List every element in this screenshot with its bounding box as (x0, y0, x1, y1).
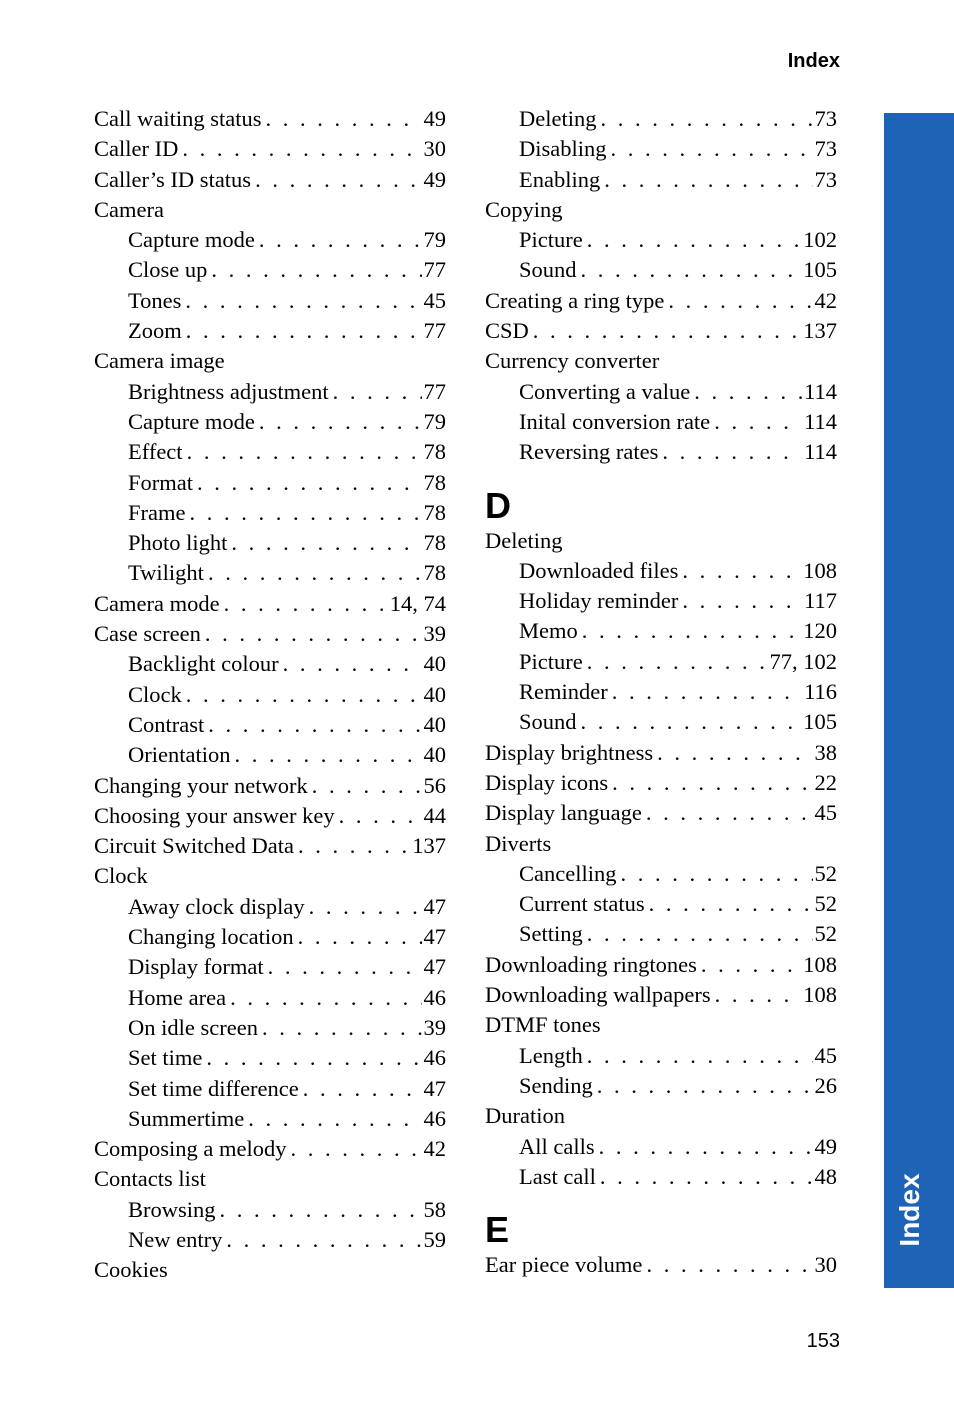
index-entry (485, 829, 837, 859)
index-subentry (94, 649, 446, 679)
entry-term: Memo (519, 618, 578, 644)
entry-term: CSD (485, 318, 529, 344)
entry-term: Orientation (128, 742, 231, 768)
entry-term: Capture mode (128, 227, 255, 253)
entry-term: Camera mode (94, 590, 220, 616)
dot-leader (255, 407, 422, 437)
entry-term: Caller’s ID status (94, 166, 252, 192)
dot-leader (600, 165, 812, 195)
entry-page-ref: 44 (423, 802, 446, 828)
dot-leader (185, 498, 421, 528)
section-letter-heading: E (485, 1209, 510, 1251)
entry-term: Cancelling (519, 860, 617, 886)
dot-leader (616, 859, 812, 889)
entry-term: Downloading wallpapers (485, 982, 711, 1008)
dot-leader (182, 316, 422, 346)
entry-page-ref: 78 (423, 530, 446, 556)
index-subentry (94, 922, 446, 952)
index-entry (94, 831, 446, 861)
entry-page-ref: 40 (423, 681, 446, 707)
entry-page-ref: 78 (423, 499, 446, 525)
entry-term: Close up (128, 257, 208, 283)
entry-term: Currency converter (485, 348, 660, 374)
index-entry (94, 195, 446, 225)
entry-term: Choosing your answer key (94, 802, 335, 828)
index-subentry (94, 1043, 446, 1073)
entry-term: Reversing rates (519, 439, 659, 465)
index-subentry (94, 377, 446, 407)
index-subentry (94, 952, 446, 982)
page-number: 153 (806, 1330, 840, 1352)
entry-term: Inital conversion rate (519, 408, 711, 434)
entry-page-ref: 42 (814, 287, 837, 313)
index-subentry (94, 680, 446, 710)
dot-leader (642, 1250, 812, 1280)
entry-page-ref: 47 (423, 924, 446, 950)
dot-leader (678, 556, 801, 586)
entry-page-ref: 38 (814, 739, 837, 765)
dot-leader (697, 950, 801, 980)
entry-term: Display format (128, 954, 264, 980)
dot-leader (207, 255, 421, 285)
entry-page-ref: 49 (814, 1133, 837, 1159)
index-subentry (94, 740, 446, 770)
entry-term: Downloaded files (519, 557, 679, 583)
dot-leader (202, 1043, 421, 1073)
index-entry (485, 526, 837, 556)
index-subentry (94, 983, 446, 1013)
dot-leader (577, 255, 802, 285)
entry-page-ref: 47 (423, 893, 446, 919)
dot-leader (305, 892, 422, 922)
entry-page-ref: 14, 74 (389, 590, 446, 616)
entry-page-ref: 73 (814, 166, 837, 192)
dot-leader (299, 1074, 422, 1104)
entry-term: Holiday reminder (519, 588, 679, 614)
dot-leader (607, 134, 813, 164)
entry-term: Brightness adjustment (128, 378, 329, 404)
entry-term: Summertime (128, 1105, 245, 1131)
index-entry (485, 346, 837, 376)
dot-leader (329, 377, 422, 407)
entry-term: All calls (519, 1133, 595, 1159)
entry-page-ref: 59 (423, 1226, 446, 1252)
index-entry (94, 1164, 446, 1194)
entry-page-ref: 78 (423, 469, 446, 495)
dot-leader (583, 919, 813, 949)
index-entry (94, 801, 446, 831)
index-subentry (485, 225, 837, 255)
entry-term: Contrast (128, 711, 205, 737)
index-entry (485, 738, 837, 768)
entry-term: Display icons (485, 769, 609, 795)
entry-page-ref: 102 (803, 227, 837, 253)
entry-page-ref: 39 (423, 621, 446, 647)
entry-term: Backlight colour (128, 651, 279, 677)
entry-term: Display brightness (485, 739, 654, 765)
index-subentry (94, 1225, 446, 1255)
entry-term: Converting a value (519, 378, 691, 404)
dot-leader (595, 1132, 813, 1162)
index-entry (94, 861, 446, 891)
index-entry (485, 286, 837, 316)
dot-leader (182, 680, 422, 710)
entry-page-ref: 49 (423, 166, 446, 192)
index-entry (94, 1134, 446, 1164)
entry-term: Ear piece volume (485, 1252, 643, 1278)
dot-leader (335, 801, 422, 831)
entry-page-ref: 137 (803, 318, 837, 344)
dot-leader (222, 1225, 421, 1255)
index-subentry (94, 558, 446, 588)
dot-leader (262, 104, 422, 134)
entry-page-ref: 56 (423, 772, 446, 798)
dot-leader (690, 377, 802, 407)
index-entry (94, 165, 446, 195)
entry-page-ref: 30 (423, 136, 446, 162)
entry-term: Duration (485, 1103, 565, 1129)
section-letter-heading: D (485, 484, 511, 526)
index-subentry (485, 1071, 837, 1101)
entry-page-ref: 77 (423, 257, 446, 283)
index-subentry (94, 255, 446, 285)
entry-term: Picture (519, 227, 583, 253)
entry-page-ref: 47 (423, 954, 446, 980)
entry-page-ref: 114 (804, 378, 837, 404)
entry-term: Browsing (128, 1196, 216, 1222)
dot-leader (596, 104, 812, 134)
entry-term: Capture mode (128, 408, 255, 434)
dot-leader (664, 286, 812, 316)
index-subentry (485, 104, 837, 134)
entry-term: Photo light (128, 530, 228, 556)
entry-term: Case screen (94, 621, 201, 647)
dot-leader (583, 647, 768, 677)
index-entry (94, 771, 446, 801)
entry-page-ref: 73 (814, 136, 837, 162)
entry-page-ref: 77, 102 (769, 648, 837, 674)
entry-term: Changing location (128, 924, 294, 950)
entry-page-ref: 78 (423, 439, 446, 465)
entry-page-ref: 105 (803, 709, 837, 735)
index-entry (485, 1101, 837, 1131)
dot-leader (251, 165, 421, 195)
entry-term: Sending (519, 1072, 593, 1098)
index-subentry (485, 1132, 837, 1162)
index-subentry (94, 468, 446, 498)
entry-page-ref: 52 (814, 891, 837, 917)
index-subentry (94, 710, 446, 740)
entry-page-ref: 120 (803, 618, 837, 644)
entry-page-ref: 40 (423, 651, 446, 677)
entry-page-ref: 40 (423, 711, 446, 737)
entry-term: Contacts list (94, 1166, 206, 1192)
entry-page-ref: 22 (814, 769, 837, 795)
index-entry (485, 768, 837, 798)
index-tab (884, 113, 954, 1288)
dot-leader (529, 316, 801, 346)
entry-term: Picture (519, 648, 583, 674)
entry-term: Camera image (94, 348, 225, 374)
dot-leader (642, 798, 813, 828)
entry-page-ref: 79 (423, 408, 446, 434)
entry-page-ref: 26 (814, 1072, 837, 1098)
entry-term: Clock (128, 681, 182, 707)
index-subentry (94, 1074, 446, 1104)
entry-page-ref: 52 (814, 860, 837, 886)
entry-term: Frame (128, 499, 186, 525)
dot-leader (596, 1162, 813, 1192)
dot-leader (227, 528, 421, 558)
entry-term: Sound (519, 257, 577, 283)
dot-leader (178, 134, 421, 164)
dot-leader (279, 649, 422, 679)
entry-page-ref: 40 (423, 742, 446, 768)
entry-page-ref: 73 (814, 106, 837, 131)
entry-term: Format (128, 469, 193, 495)
index-subentry (485, 586, 837, 616)
dot-leader (308, 771, 422, 801)
index-entry (485, 1010, 837, 1040)
entry-page-ref: 137 (412, 833, 446, 859)
entry-term: Diverts (485, 830, 552, 856)
index-subentry (485, 165, 837, 195)
entry-page-ref: 45 (423, 287, 446, 313)
index-subentry (485, 859, 837, 889)
entry-page-ref: 114 (804, 439, 837, 465)
entry-term: Last call (519, 1163, 596, 1189)
dot-leader (287, 1134, 422, 1164)
dot-leader (230, 740, 421, 770)
dot-leader (608, 677, 802, 707)
entry-term: Setting (519, 921, 583, 947)
dot-leader (244, 1104, 421, 1134)
entry-term: DTMF tones (485, 1012, 601, 1038)
index-subentry (485, 889, 837, 919)
dot-leader (204, 558, 422, 588)
index-subentry (485, 707, 837, 737)
index-entry (94, 346, 446, 376)
entry-term: Downloading ringtones (485, 951, 697, 977)
dot-leader (220, 589, 388, 619)
entry-term: Camera (94, 196, 164, 222)
dot-leader (593, 1071, 813, 1101)
entry-page-ref: 108 (803, 982, 837, 1008)
index-subentry (94, 892, 446, 922)
index-subentry (94, 1104, 446, 1134)
index-entry (94, 104, 446, 134)
index-entry (485, 798, 837, 828)
entry-term: Clock (94, 863, 148, 889)
entry-term: Display language (485, 800, 642, 826)
entry-term: Cookies (94, 1257, 168, 1283)
entry-page-ref: 77 (423, 378, 446, 404)
dot-leader (294, 922, 422, 952)
index-subentry (485, 919, 837, 949)
dot-leader (294, 831, 410, 861)
dot-leader (226, 983, 421, 1013)
entry-term: New entry (128, 1226, 223, 1252)
entry-term: Reminder (519, 679, 608, 705)
entry-term: Twilight (128, 560, 204, 586)
index-subentry (485, 134, 837, 164)
entry-term: Effect (128, 439, 183, 465)
entry-term: Away clock display (128, 893, 305, 919)
entry-page-ref: 45 (814, 800, 837, 826)
entry-page-ref: 108 (803, 951, 837, 977)
entry-term: Circuit Switched Data (94, 833, 294, 859)
entry-page-ref: 46 (423, 1045, 446, 1071)
index-subentry (94, 1013, 446, 1043)
dot-leader (653, 738, 812, 768)
index-subentry (94, 407, 446, 437)
entry-page-ref: 47 (423, 1075, 446, 1101)
dot-leader (711, 980, 802, 1010)
dot-leader (258, 1013, 422, 1043)
index-subentry (485, 377, 837, 407)
dot-leader (710, 407, 802, 437)
dot-leader (583, 1041, 813, 1071)
entry-term: Enabling (519, 166, 601, 192)
index-subentry (485, 556, 837, 586)
index-subentry (94, 316, 446, 346)
entry-page-ref: 46 (423, 1105, 446, 1131)
index-subentry (485, 407, 837, 437)
dot-leader (201, 619, 422, 649)
entry-page-ref: 117 (804, 588, 837, 614)
entry-term: Call waiting status (94, 106, 262, 131)
index-subentry (485, 437, 837, 467)
dot-leader (658, 437, 802, 467)
entry-term: Set time (128, 1045, 203, 1071)
entry-term: Current status (519, 891, 645, 917)
dot-leader (678, 586, 802, 616)
index-entry (485, 1250, 837, 1280)
index-subentry (94, 286, 446, 316)
entry-term: Tones (128, 287, 182, 313)
index-tab-label: Index (894, 1173, 925, 1247)
index-subentry (94, 437, 446, 467)
index-entry (94, 619, 446, 649)
entry-term: Set time difference (128, 1075, 299, 1101)
index-entry (485, 980, 837, 1010)
entry-term: Disabling (519, 136, 607, 162)
entry-term: Zoom (128, 318, 182, 344)
entry-page-ref: 42 (423, 1136, 446, 1162)
index-subentry (485, 616, 837, 646)
entry-term: Home area (128, 984, 227, 1010)
entry-term: On idle screen (128, 1014, 258, 1040)
entry-page-ref: 30 (814, 1252, 837, 1278)
dot-leader (193, 468, 422, 498)
entry-term: Length (519, 1042, 583, 1068)
entry-page-ref: 108 (803, 557, 837, 583)
entry-page-ref: 48 (814, 1163, 837, 1189)
index-column-left (94, 104, 446, 1286)
dot-leader (645, 889, 813, 919)
dot-leader (216, 1195, 422, 1225)
index-subentry (485, 1162, 837, 1192)
entry-term: Copying (485, 196, 563, 222)
entry-page-ref: 79 (423, 227, 446, 253)
entry-page-ref: 114 (804, 408, 837, 434)
dot-leader (577, 707, 802, 737)
dot-leader (181, 286, 421, 316)
running-header: Index (787, 50, 840, 72)
index-entry (94, 134, 446, 164)
index-entry (94, 1255, 446, 1285)
entry-page-ref: 77 (423, 318, 446, 344)
index-entry (485, 950, 837, 980)
index-subentry (94, 1195, 446, 1225)
index-subentry (485, 647, 837, 677)
index-column-right (485, 104, 837, 1280)
entry-page-ref: 105 (803, 257, 837, 283)
entry-term: Sound (519, 709, 577, 735)
entry-page-ref: 116 (804, 679, 837, 705)
index-entry (485, 195, 837, 225)
entry-term: Changing your network (94, 772, 308, 798)
entry-term: Deleting (485, 527, 563, 553)
index-entry (485, 316, 837, 346)
entry-page-ref: 52 (814, 921, 837, 947)
entry-term: Composing a melody (94, 1136, 287, 1162)
dot-leader (204, 710, 421, 740)
entry-term: Creating a ring type (485, 287, 665, 313)
index-subentry (94, 225, 446, 255)
entry-term: Deleting (519, 106, 597, 131)
dot-leader (578, 616, 802, 646)
entry-page-ref: 49 (423, 106, 446, 131)
index-entry (94, 589, 446, 619)
dot-leader (264, 952, 422, 982)
index-subentry (485, 255, 837, 285)
entry-page-ref: 78 (423, 560, 446, 586)
entry-page-ref: 45 (814, 1042, 837, 1068)
index-subentry (94, 528, 446, 558)
index-subentry (485, 677, 837, 707)
dot-leader (608, 768, 812, 798)
dot-leader (255, 225, 422, 255)
index-subentry (94, 498, 446, 528)
entry-page-ref: 39 (423, 1014, 446, 1040)
dot-leader (183, 437, 422, 467)
entry-term: Caller ID (94, 136, 179, 162)
entry-page-ref: 58 (423, 1196, 446, 1222)
index-subentry (485, 1041, 837, 1071)
dot-leader (583, 225, 802, 255)
entry-page-ref: 46 (423, 984, 446, 1010)
